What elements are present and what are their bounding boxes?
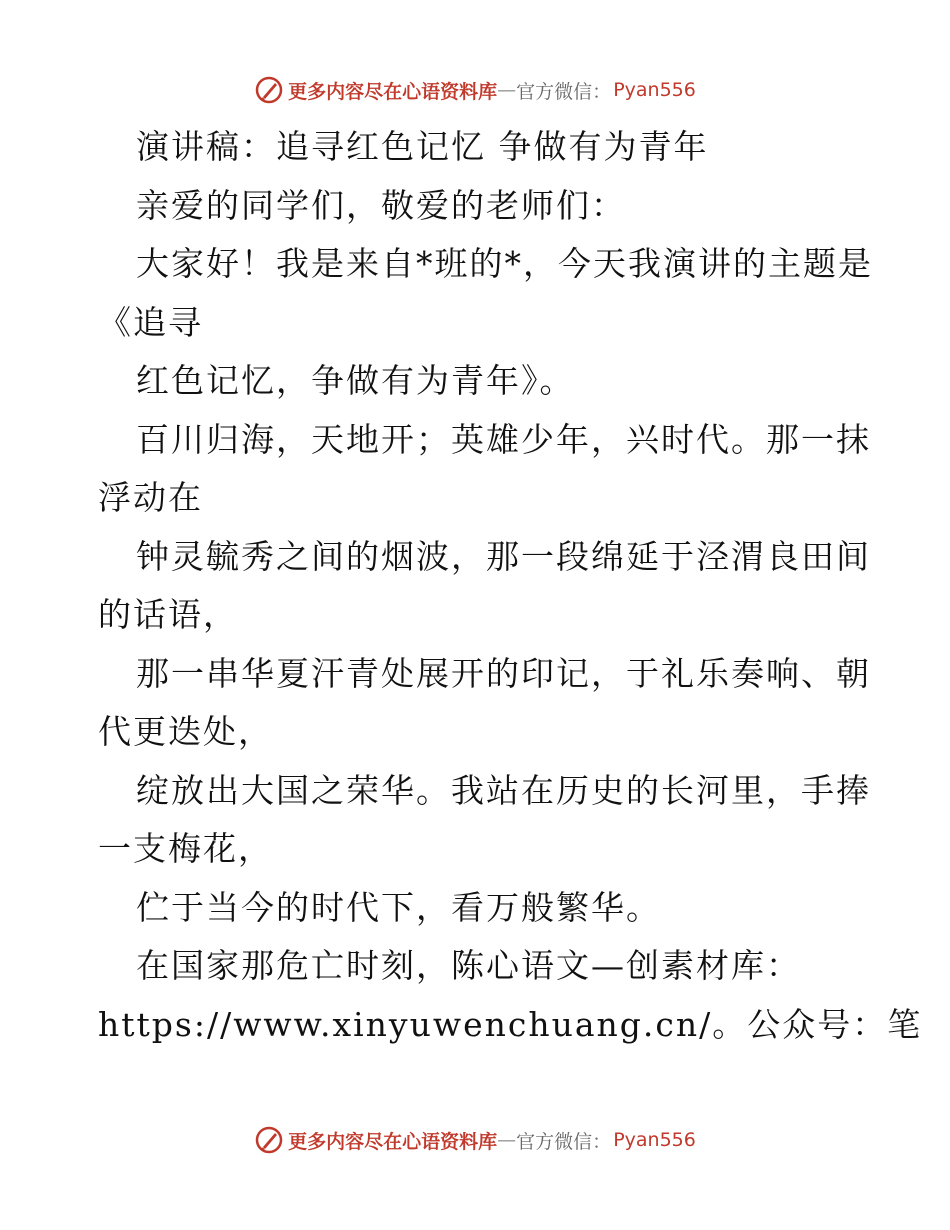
banner-wechat-label: 官方微信： bbox=[516, 80, 612, 103]
paragraph-line: 浮动在 bbox=[98, 478, 203, 517]
banner-wechat-label: 官方微信： bbox=[516, 1130, 612, 1153]
banner-separator: — bbox=[497, 1129, 517, 1151]
quill-logo-icon bbox=[254, 1125, 284, 1155]
paragraph-line: 那一串华夏汗青处展开的印记，于礼乐奏响、朝 bbox=[136, 653, 871, 693]
paragraph-line: 红色记忆，争做有为青年》。 bbox=[136, 361, 575, 400]
quill-logo-icon bbox=[254, 75, 284, 105]
paragraph-line: 百川归海，天地开；英雄少年，兴时代。那一抹 bbox=[136, 419, 871, 459]
paragraph-line: 钟灵毓秀之间的烟波，那一段绵延于泾渭良田间 bbox=[136, 536, 871, 576]
paragraph-line: 《追寻 bbox=[98, 302, 203, 342]
banner-main-text: 更多内容尽在心语资料库 bbox=[288, 1130, 498, 1153]
paragraph-line: https://www.xinyuwenchuang.cn/。公众号：笔 bbox=[98, 1004, 923, 1044]
footer-watermark-banner bbox=[0, 1120, 950, 1160]
paragraph-line: 绽放出大国之荣华。我站在历史的长河里，手捧 bbox=[136, 770, 871, 810]
banner-wechat-id: Pyan556 bbox=[613, 1129, 696, 1151]
paragraph-line: 大家好！我是来自*班的*，今天我演讲的主题是 bbox=[136, 244, 873, 283]
paragraph-line: 伫于当今的时代下，看万般繁华。 bbox=[136, 887, 661, 927]
paragraph-line: 代更迭处， bbox=[98, 712, 273, 751]
paragraph-line: 一支梅花， bbox=[98, 829, 273, 868]
paragraph-line: 亲爱的同学们，敬爱的老师们： bbox=[136, 185, 626, 225]
paragraph-line: 在国家那危亡时刻，陈心语文—创素材库： bbox=[136, 946, 801, 985]
document-body bbox=[98, 118, 923, 1054]
banner-wechat-id: Pyan556 bbox=[613, 79, 696, 101]
banner-separator: — bbox=[497, 79, 517, 101]
document-title: 演讲稿：追寻红色记忆 争做有为青年 bbox=[136, 127, 709, 166]
banner-main-text: 更多内容尽在心语资料库 bbox=[288, 80, 498, 103]
header-watermark-banner bbox=[0, 70, 950, 110]
paragraph-line: 的话语， bbox=[98, 595, 238, 634]
